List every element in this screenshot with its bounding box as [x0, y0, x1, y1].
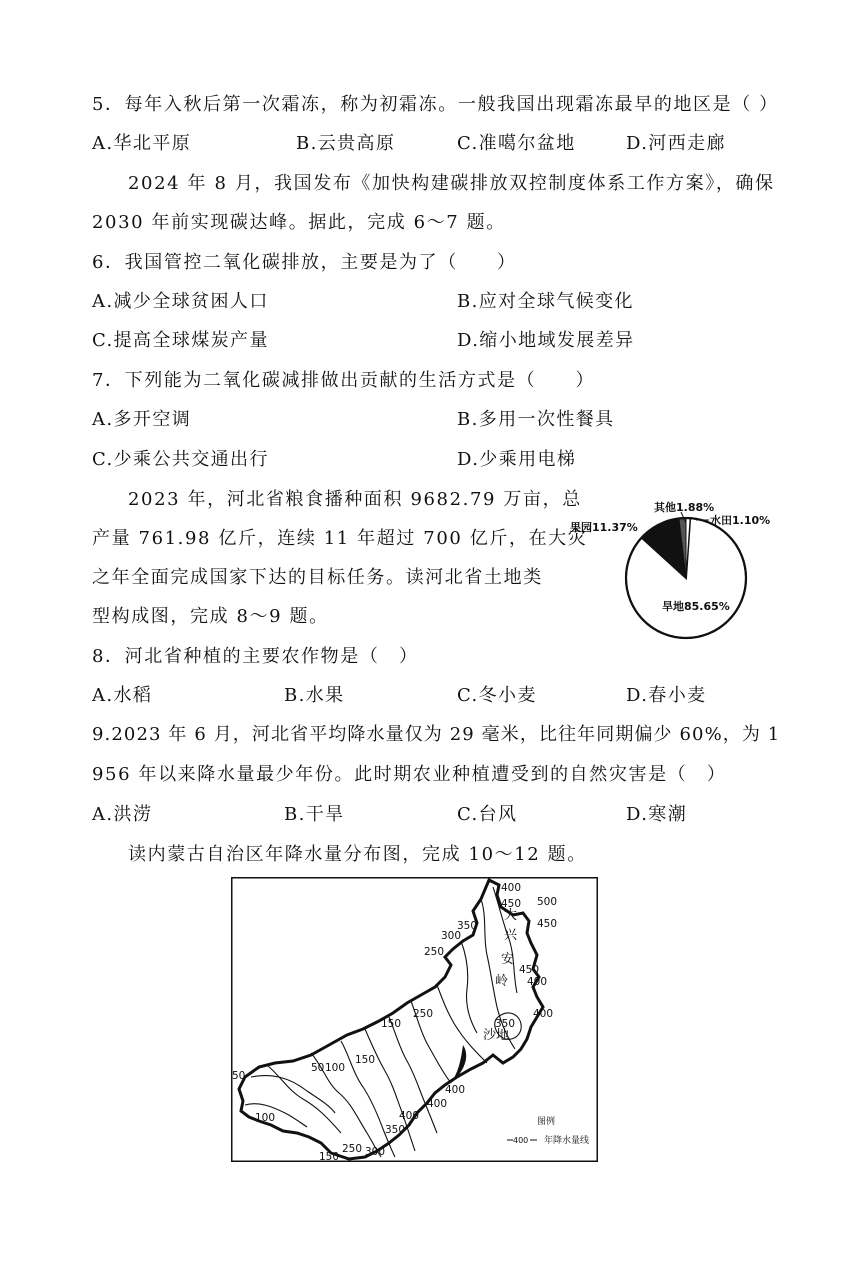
place-label-da: 大 [504, 908, 518, 923]
passage2-line4: 型构成图，完成 8～9 题。 [92, 606, 329, 627]
isoline-label: 450 [519, 964, 540, 976]
q8-option-c: C.冬小麦 [457, 685, 537, 706]
passage2-line2: 产量 761.98 亿斤，连续 11 年超过 700 亿斤，在大灾 [92, 528, 588, 549]
isoline-label: 350 [457, 920, 478, 932]
isoline-label: 150 [381, 1018, 402, 1030]
q5-stem: 5．每年入秋后第一次霜冻，称为初霜冻。一般我国出现霜冻最早的地区是（ ） [92, 94, 779, 115]
q9-line1: 9.2023 年 6 月，河北省平均降水量仅为 29 毫米，比往年同期偏少 60%，为 1 [92, 724, 781, 745]
isoline-label: 400 [533, 1008, 554, 1020]
q5-option-a: A.华北平原 [92, 133, 192, 154]
q9-option-a: A.洪涝 [92, 804, 153, 825]
land-type-pie-chart [570, 490, 780, 650]
isoline-label: 300 [441, 930, 462, 942]
pie-label-other: 其他1.88% [654, 501, 715, 514]
isoline-label: 150 [355, 1054, 376, 1066]
q7-option-d: D.少乘用电梯 [457, 449, 577, 470]
q9-option-d: D.寒潮 [626, 804, 688, 825]
q5-option-c: C.准噶尔盆地 [457, 133, 576, 154]
pie-slices [626, 518, 746, 638]
isoline-label: 50 [311, 1062, 325, 1074]
isoline-label: 450 [501, 898, 522, 910]
precipitation-map [231, 877, 598, 1162]
legend-title: 图例 [537, 1117, 556, 1127]
pie-label-dryland: 旱地85.65% [662, 600, 730, 613]
q6-option-d: D.缩小地域发展差异 [457, 330, 635, 351]
q7-stem: 7．下列能为二氧化碳减排做出贡献的生活方式是（ ） [92, 370, 596, 391]
q9-option-b: B.干旱 [284, 804, 345, 825]
q5-option-d: D.河西走廊 [626, 133, 726, 154]
place-label-sandland: 沙地 [483, 1028, 510, 1043]
isoline-label: 250 [342, 1143, 363, 1155]
isoline-label: 300 [365, 1146, 386, 1158]
q6-option-a: A.减少全球贫困人口 [92, 291, 269, 312]
isoline-label: 150 [319, 1151, 340, 1162]
isoline-label: 50 [232, 1070, 246, 1082]
isoline-label: 100 [325, 1062, 346, 1074]
passage1-line2: 2030 年前实现碳达峰。据此，完成 6～7 题。 [92, 212, 506, 233]
isoline-label: 400 [399, 1110, 420, 1122]
passage1-line1: 2024 年 8 月，我国发布《加快构建碳排放双控制度体系工作方案》，确保 [128, 173, 775, 194]
q5-option-b: B.云贵高原 [296, 133, 396, 154]
q9-option-c: C.台风 [457, 804, 518, 825]
passage2-line1: 2023 年，河北省粮食播种面积 9682.79 万亩，总 [128, 489, 582, 510]
isoline-label: 450 [537, 918, 558, 930]
passage2-line3: 之年全面完成国家下达的目标任务。读河北省土地类 [92, 567, 543, 588]
isoline-label: 250 [424, 946, 445, 958]
legend-item: 年降水量线 [544, 1136, 590, 1146]
place-label-an: 安 [501, 952, 515, 967]
isoline-label: 400 [527, 976, 548, 988]
q8-option-b: B.水果 [284, 685, 345, 706]
q6-option-b: B.应对全球气候变化 [457, 291, 634, 312]
q6-stem: 6．我国管控二氧化碳排放，主要是为了（ ） [92, 252, 517, 273]
isoline-label: 350 [495, 1018, 516, 1030]
isoline-label: 400 [501, 882, 522, 894]
pie-label-paddy: 水田1.10% [710, 514, 771, 527]
isoline-label: 250 [413, 1008, 434, 1020]
q9-line2: 956 年以来降水量最少年份。此时期农业种植遭受到的自然灾害是（ ） [92, 764, 727, 785]
q6-option-c: C.提高全球煤炭产量 [92, 330, 269, 351]
q8-stem: 8．河北省种植的主要农作物是（ ） [92, 646, 419, 667]
legend-sample-value: 400 [513, 1136, 529, 1145]
isoline-label: 400 [445, 1084, 466, 1096]
q8-option-a: A.水稻 [92, 685, 153, 706]
isoline-label: 100 [255, 1112, 276, 1124]
isoline-label: 500 [537, 896, 558, 908]
q7-option-b: B.多用一次性餐具 [457, 409, 615, 430]
place-label-xing: 兴 [504, 928, 518, 943]
q7-option-c: C.少乘公共交通出行 [92, 449, 269, 470]
q8-option-d: D.春小麦 [626, 685, 707, 706]
q7-option-a: A.多开空调 [92, 409, 192, 430]
isoline-label: 400 [427, 1098, 448, 1110]
place-label-ling: 岭 [495, 974, 509, 989]
isoline-label: 350 [385, 1124, 406, 1136]
pie-label-orchard: 果园11.37% [570, 521, 638, 534]
passage3-line1: 读内蒙古自治区年降水量分布图，完成 10～12 题。 [128, 844, 587, 865]
